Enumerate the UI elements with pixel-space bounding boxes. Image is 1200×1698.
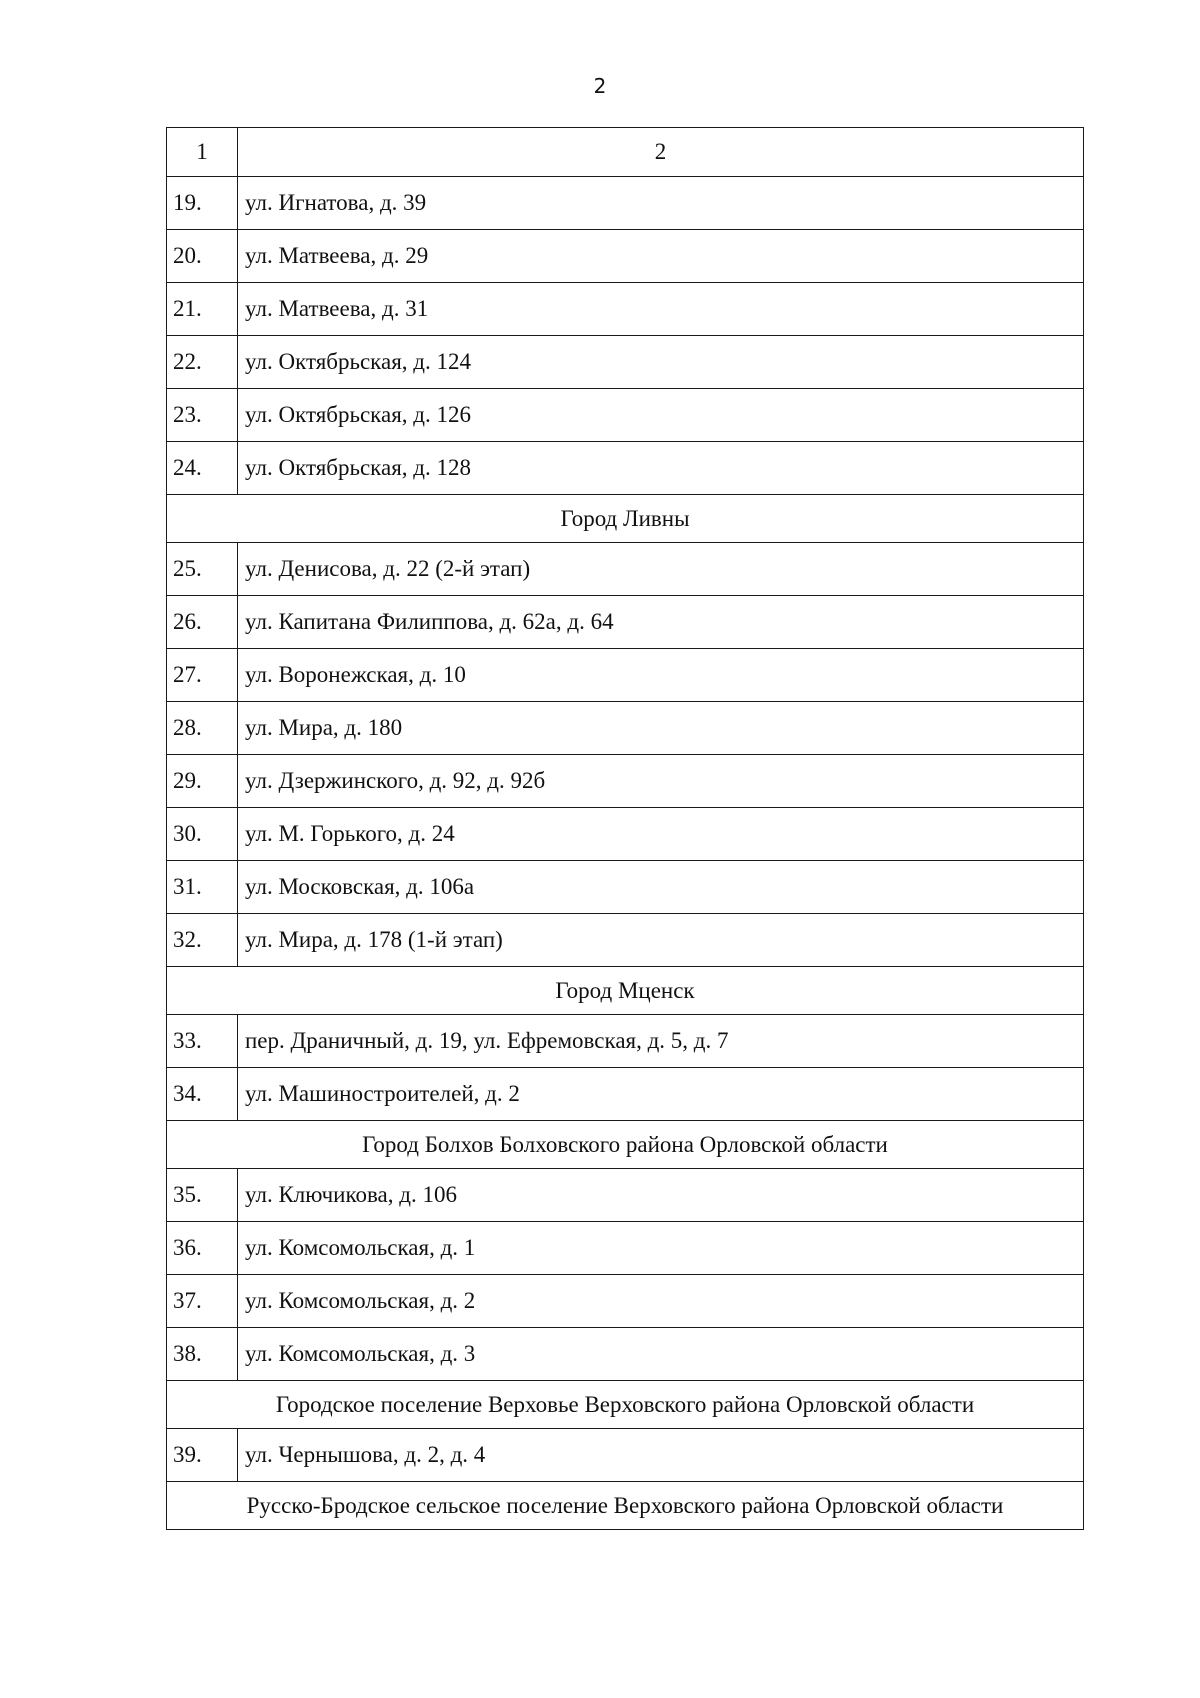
address-cell: ул. Машиностроителей, д. 2	[238, 1068, 1084, 1121]
row-number: 23.	[167, 389, 238, 442]
section-heading: Русско-Бродское сельское поселение Верховского района Орловской области	[167, 1482, 1084, 1530]
table-row	[167, 1222, 1084, 1275]
table-row	[167, 177, 1084, 230]
address-cell: ул. Денисова, д. 22 (2-й этап)	[238, 543, 1084, 596]
address-cell: ул. Октябрьская, д. 126	[238, 389, 1084, 442]
table-row	[167, 649, 1084, 702]
address-cell: ул. Игнатова, д. 39	[238, 177, 1084, 230]
table-row	[167, 702, 1084, 755]
row-number: 30.	[167, 808, 238, 861]
row-number: 37.	[167, 1275, 238, 1328]
row-number: 25.	[167, 543, 238, 596]
table-row	[167, 230, 1084, 283]
table-row	[167, 808, 1084, 861]
table-row	[167, 1015, 1084, 1068]
section-heading: Город Ливны	[167, 495, 1084, 543]
address-cell: ул. Воронежская, д. 10	[238, 649, 1084, 702]
section-heading-row	[167, 1381, 1084, 1429]
table-header-row	[167, 128, 1084, 177]
table-body	[167, 128, 1084, 1530]
address-cell: ул. Ключикова, д. 106	[238, 1169, 1084, 1222]
address-cell: ул. Дзержинского, д. 92, д. 92б	[238, 755, 1084, 808]
section-heading-row	[167, 495, 1084, 543]
table-row	[167, 1169, 1084, 1222]
address-cell: ул. Капитана Филиппова, д. 62а, д. 64	[238, 596, 1084, 649]
address-cell: ул. Комсомольская, д. 2	[238, 1275, 1084, 1328]
row-number: 31.	[167, 861, 238, 914]
section-heading: Город Болхов Болховского района Орловской области	[167, 1121, 1084, 1169]
section-heading: Городское поселение Верховье Верховского района Орловской области	[167, 1381, 1084, 1429]
address-cell: ул. Чернышова, д. 2, д. 4	[238, 1429, 1084, 1482]
row-number: 34.	[167, 1068, 238, 1121]
row-number: 35.	[167, 1169, 238, 1222]
table-row	[167, 336, 1084, 389]
row-number: 24.	[167, 442, 238, 495]
row-number: 28.	[167, 702, 238, 755]
row-number: 39.	[167, 1429, 238, 1482]
section-heading-row	[167, 1482, 1084, 1530]
row-number: 21.	[167, 283, 238, 336]
address-cell: пер. Драничный, д. 19, ул. Ефремовская, д. 5, д. 7	[238, 1015, 1084, 1068]
address-cell: ул. Мира, д. 178 (1-й этап)	[238, 914, 1084, 967]
address-cell: ул. Комсомольская, д. 3	[238, 1328, 1084, 1381]
table-row	[167, 755, 1084, 808]
table-row	[167, 596, 1084, 649]
addresses-table	[166, 127, 1084, 1530]
table-row	[167, 1275, 1084, 1328]
table-row	[167, 283, 1084, 336]
page-number: 2	[593, 74, 607, 98]
address-cell: ул. Матвеева, д. 31	[238, 283, 1084, 336]
row-number: 36.	[167, 1222, 238, 1275]
table-row	[167, 1429, 1084, 1482]
table-row	[167, 1328, 1084, 1381]
address-cell: ул. Мира, д. 180	[238, 702, 1084, 755]
row-number: 26.	[167, 596, 238, 649]
table-row	[167, 442, 1084, 495]
row-number: 29.	[167, 755, 238, 808]
row-number: 22.	[167, 336, 238, 389]
section-heading-row	[167, 1121, 1084, 1169]
header-cell-address: 2	[238, 128, 1084, 177]
row-number: 33.	[167, 1015, 238, 1068]
table-row	[167, 914, 1084, 967]
section-heading: Город Мценск	[167, 967, 1084, 1015]
address-cell: ул. Комсомольская, д. 1	[238, 1222, 1084, 1275]
row-number: 38.	[167, 1328, 238, 1381]
address-cell: ул. Московская, д. 106а	[238, 861, 1084, 914]
row-number: 32.	[167, 914, 238, 967]
address-cell: ул. Октябрьская, д. 128	[238, 442, 1084, 495]
address-cell: ул. М. Горького, д. 24	[238, 808, 1084, 861]
table-row	[167, 389, 1084, 442]
address-cell: ул. Октябрьская, д. 124	[238, 336, 1084, 389]
header-cell-number: 1	[167, 128, 238, 177]
row-number: 20.	[167, 230, 238, 283]
table-row	[167, 861, 1084, 914]
table-row	[167, 1068, 1084, 1121]
section-heading-row	[167, 967, 1084, 1015]
address-cell: ул. Матвеева, д. 29	[238, 230, 1084, 283]
row-number: 19.	[167, 177, 238, 230]
table-row	[167, 543, 1084, 596]
row-number: 27.	[167, 649, 238, 702]
